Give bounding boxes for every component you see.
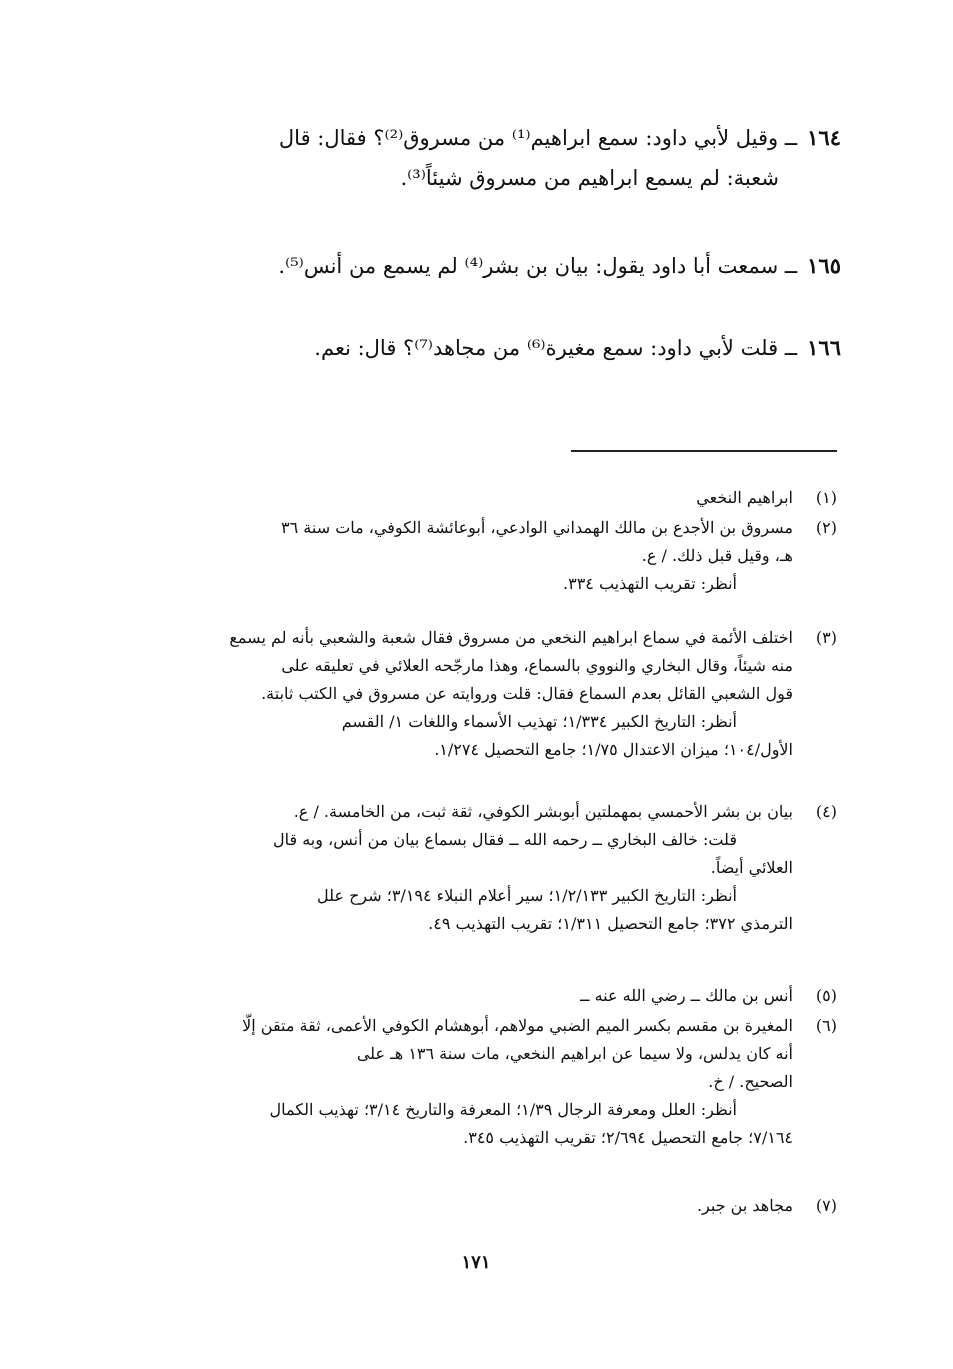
footnote-7 [132,1192,837,1220]
entry-number: ١٦٥ [807,253,841,278]
footnote-line: أنه كان يدلس، ولا سيما عن ابراهيم النخعي، مات سنة ١٣٦ هـ على [356,1044,793,1063]
footnote-6 [132,1012,837,1152]
footnote-separator [571,450,837,452]
footnote-reference: أنظر: العلل ومعرفة الرجال ١/٣٩؛ المعرفة والتاريخ ٣/١٤؛ تهذيب الكمال [269,1100,737,1119]
page-number: ١٧١ [461,1252,491,1273]
footnote-reference: أنظر: التاريخ الكبير ١/٣٣٤؛ تهذيب الأسماء واللغات ١/ القسم [341,712,737,731]
footnote-note: العلائي أيضاً. [710,858,793,877]
footnote-line: اختلف الأئمة في سماع ابراهيم النخعي من مسروق فقال شعبة والشعبي بأنه لم يسمع [229,628,793,647]
footnote-number: (٤) [815,802,837,821]
footnote-number: (٢) [815,518,837,537]
footnote-line: هـ، وقيل قبل ذلك. / ع. [641,546,793,565]
footnote-note: قلت: خالف البخاري ــ رحمه الله ــ فقال بسماع بيان من أنس، وبه قال [272,830,737,849]
footnote-line: المغيرة بن مقسم بكسر الميم الضبي مولاهم، أبوهشام الكوفي الأعمى، ثقة متقن إلّا [242,1016,793,1035]
footnote-number: (٦) [815,1016,837,1035]
footnote-number: (٧) [815,1196,837,1215]
footnote-line: منه شيئاً، وقال البخاري والنووي بالسماع، وهذا مارجّحه العلائي في تعليقه على [281,656,793,675]
entry-164 [121,118,841,198]
footnote-number: (٣) [815,628,837,647]
footnote-line: بيان بن بشر الأحمسي بمهملتين أبوبشر الكوفي، ثقة ثبت، من الخامسة. / ع. [293,802,793,821]
footnote-line: أنس بن مالك ــ رضي الله عنه ــ [580,986,793,1005]
footnote-1 [132,484,837,512]
entry-number: ١٦٦ [807,335,841,360]
entry-text-line: شعبة: لم يسمع ابراهيم من مسروق شيئاً⁽³⁾. [400,166,779,190]
entry-text-line: ــ قلت لأبي داود: سمع مغيرة⁽⁶⁾ من مجاهد⁽⁷⁾؟ قال: نعم. [314,336,798,360]
footnote-line: الصحيح. / خ. [708,1072,793,1091]
footnote-4 [132,798,837,938]
entry-text-line: ــ سمعت أبا داود يقول: بيان بن بشر⁽⁴⁾ لم يسمع من أنس⁽⁵⁾. [278,254,798,278]
footnote-reference: الترمذي ٣٧٢؛ جامع التحصيل ١/٣١١؛ تقريب التهذيب ٤٩. [428,914,793,933]
footnote-line: قول الشعبي القائل بعدم السماع فقال: قلت وروايته عن مسروق في الكتب ثابتة. [261,684,793,703]
footnote-5 [132,982,837,1010]
footnote-reference: أنظر: التاريخ الكبير ١/٢/١٣٣؛ سير أعلام النبلاء ٣/١٩٤؛ شرح علل [317,886,737,905]
footnote-line: مسروق بن الأجدع بن مالك الهمداني الوادعي، أبوعائشة الكوفي، مات سنة ٣٦ [281,518,793,537]
entry-165 [121,246,841,286]
footnote-reference: الأول/١٠٤؛ ميزان الاعتدال ١/٧٥؛ جامع التحصيل ١/٢٧٤. [434,740,793,759]
footnote-2 [132,514,837,598]
entry-166 [121,328,841,368]
footnote-line: مجاهد بن جبر. [696,1196,793,1215]
footnote-number: (٥) [815,986,837,1005]
footnote-3 [132,624,837,764]
footnote-reference: ٧/١٦٤؛ جامع التحصيل ٢/٦٩٤؛ تقريب التهذيب ٣٤٥. [463,1128,793,1147]
entry-text-line: ــ وقيل لأبي داود: سمع ابراهيم⁽¹⁾ من مسروق⁽²⁾؟ فقال: قال [278,126,798,150]
entry-number: ١٦٤ [807,125,841,150]
footnote-line: ابراهيم النخعي [696,488,793,507]
footnote-reference: أنظر: تقريب التهذيب ٣٣٤. [563,574,737,593]
footnote-number: (١) [815,488,837,507]
